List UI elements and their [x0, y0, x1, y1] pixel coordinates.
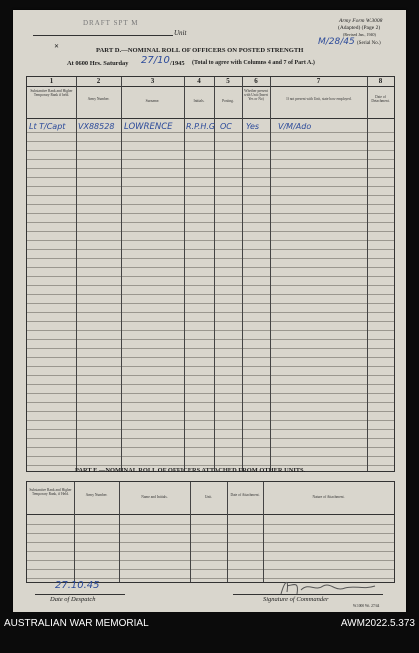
- col-num-1: 1: [49, 77, 54, 85]
- entry-surname: LOWRENCE: [124, 122, 173, 132]
- despatch-date-handwritten: 27.10.45: [55, 580, 100, 591]
- date-suffix: (Total to agree with Columns 4 and 7 of Part A.): [192, 60, 315, 66]
- entry-initials: R.P.H.G: [186, 122, 216, 131]
- col-header-surname: Surname.: [145, 99, 160, 103]
- ruled-line: [27, 222, 394, 223]
- ruled-line: [27, 240, 394, 241]
- despatch-label: Date of Despatch: [50, 596, 96, 603]
- ruled-line: [27, 177, 394, 178]
- form-adapted: (Adapted) (Page 2): [338, 25, 381, 31]
- ruled-line: [27, 267, 394, 268]
- col-num-6: 6: [254, 77, 258, 85]
- col-num-7: 7: [316, 77, 321, 85]
- col-num-5: 5: [226, 77, 230, 85]
- e-header-army-number: Army Number.: [85, 493, 108, 497]
- col-header-rank: Substantive Rank and Higher Temporary Rank if held.: [30, 89, 73, 98]
- col-header-army-number: Army Number.: [87, 97, 110, 101]
- printer-imprint: W.1000 Wt. 27/44: [353, 604, 380, 608]
- col-num-4: 4: [197, 77, 201, 85]
- ruled-line: [27, 159, 394, 160]
- ruled-line: [27, 411, 394, 412]
- archive-name: AUSTRALIAN WAR MEMORIAL: [4, 618, 149, 629]
- faded-stamp: DRAFT SPT M: [83, 19, 139, 27]
- ruled-line: [27, 524, 394, 525]
- ruled-line: [27, 204, 394, 205]
- ruled-line: [27, 456, 394, 457]
- col-num-8: 8: [378, 77, 383, 85]
- ruled-line: [27, 542, 394, 543]
- part-d-title: PART D.—NOMINAL ROLL OF OFFICERS ON POSTED STRENGTH: [96, 47, 304, 54]
- ruled-line: [27, 357, 394, 358]
- ruled-line: [27, 384, 394, 385]
- col-header-present: Whether present with Unit (Insert Yes or No): [244, 89, 268, 102]
- ruled-line: [27, 186, 394, 187]
- ruled-line: [27, 420, 394, 421]
- part-e-table: [26, 481, 395, 583]
- e-header-unit: Unit.: [204, 495, 213, 499]
- ruled-line: [27, 465, 394, 466]
- e-header-nature: Nature of Attachment.: [312, 495, 345, 499]
- ruled-line: [27, 150, 394, 151]
- ruled-line: [27, 294, 394, 295]
- form-number: Army Form W.3008: [339, 18, 383, 24]
- ruled-line: [27, 339, 394, 340]
- ruled-line: [27, 402, 394, 403]
- pencil-mark: ✕: [54, 44, 60, 50]
- ruled-line: [27, 249, 394, 250]
- col-header-initials: Initials.: [193, 99, 205, 103]
- e-header-rank: Substantive Rank and Higher Temporary Rank, if Held.: [29, 488, 72, 497]
- ruled-line: [27, 312, 394, 313]
- serial-label: (Serial No.): [357, 41, 381, 46]
- entry-employed: V/M/Ado: [278, 122, 312, 131]
- part-d-table: [26, 76, 395, 472]
- archive-id: AWM2022.5.373: [340, 618, 415, 629]
- ruled-line: [27, 447, 394, 448]
- ruled-line: [27, 533, 394, 534]
- entry-rank: Lt T/Capt: [29, 122, 66, 131]
- col-num-2: 2: [96, 77, 101, 85]
- e-header-name: Name and Initials.: [141, 495, 168, 499]
- form-revised: (Revised Jan., 1940): [343, 32, 376, 37]
- form-page: [13, 10, 406, 612]
- ruled-line: [27, 258, 394, 259]
- e-header-attachment-date: Date of Attachment.: [230, 493, 260, 497]
- unit-label: Unit: [174, 29, 187, 37]
- entry-posting: OC: [220, 122, 232, 131]
- ruled-line: [27, 168, 394, 169]
- date-handwritten: 27/10: [141, 55, 170, 66]
- col-header-detachment: Date of Detachment.: [371, 95, 390, 104]
- ruled-line: [27, 551, 394, 552]
- ruled-line: [27, 132, 394, 133]
- ruled-line: [27, 569, 394, 570]
- ruled-line: [27, 141, 394, 142]
- part-e-title: PART E.—NOMINAL ROLL OF OFFICERS ATTACHED FROM OTHER UNITS.: [75, 467, 306, 474]
- unit-line: [33, 35, 173, 36]
- ruled-line: [27, 393, 394, 394]
- ruled-line: [27, 285, 394, 286]
- ruled-line: [27, 375, 394, 376]
- ruled-line: [27, 303, 394, 304]
- serial-handwritten: M/28/45: [318, 37, 355, 47]
- ruled-line: [27, 231, 394, 232]
- ruled-line: [27, 560, 394, 561]
- archive-footer: [0, 612, 419, 653]
- ruled-line: [27, 213, 394, 214]
- entry-present: Yes: [246, 122, 260, 131]
- entry-army-number: VX88528: [78, 122, 115, 131]
- signature-label: Signature of Commander: [263, 596, 329, 603]
- ruled-line: [27, 276, 394, 277]
- col-num-3: 3: [150, 77, 155, 85]
- ruled-line: [27, 348, 394, 349]
- ruled-line: [27, 438, 394, 439]
- ruled-line: [27, 366, 394, 367]
- col-header-posting: Posting.: [222, 99, 234, 103]
- ruled-line: [27, 429, 394, 430]
- date-prefix: At 0600 Hrs. Saturday: [67, 60, 129, 67]
- ruled-line: [27, 330, 394, 331]
- col-header-employed: If not present with Unit, state how employed.: [286, 97, 352, 101]
- date-year: /1945: [170, 60, 185, 67]
- ruled-line: [27, 195, 394, 196]
- ruled-line: [27, 321, 394, 322]
